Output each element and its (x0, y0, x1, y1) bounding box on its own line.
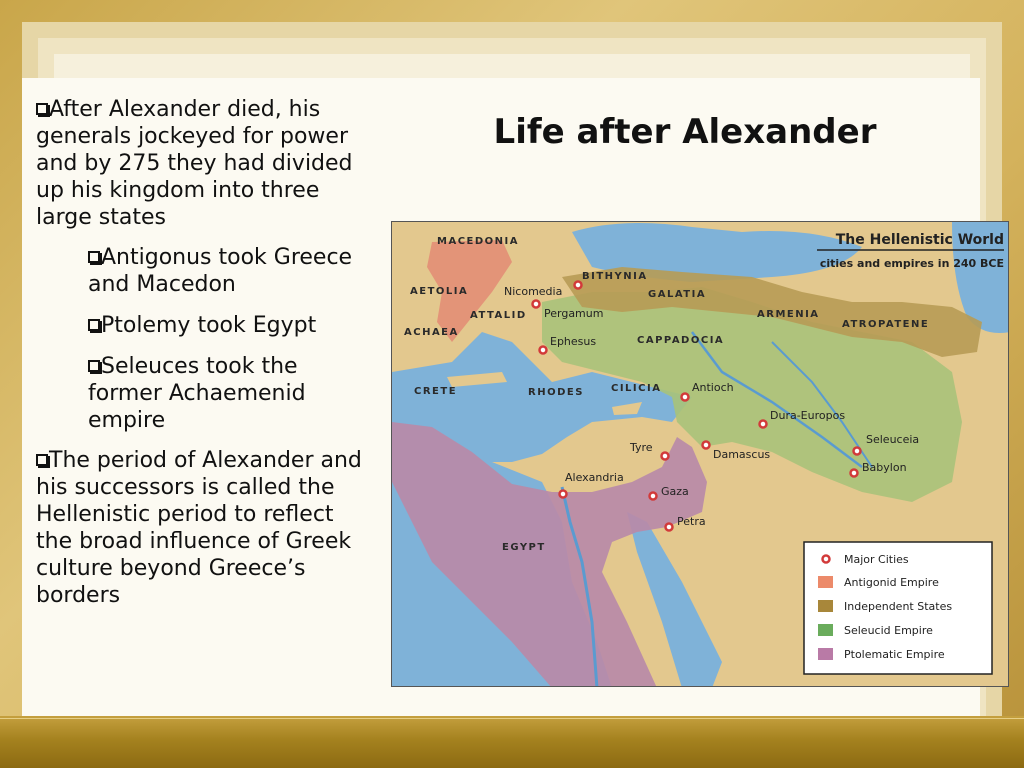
city-label: Seleuceia (866, 433, 920, 446)
bullet-2: Antigonus took Greece and Macedon (88, 245, 353, 297)
map-legend (804, 542, 992, 674)
city-label: Ephesus (550, 335, 597, 348)
bullet-3: Ptolemy took Egypt (88, 312, 376, 339)
region-label: CRETE (414, 386, 458, 397)
city-label: Pergamum (544, 307, 604, 320)
region-label: RHODES (528, 387, 584, 398)
legend-swatch (818, 624, 833, 636)
bullet-1: After Alexander died, his generals jockeyed for power and by 275 they had divided up his kingdom into three large states (36, 97, 353, 230)
legend-label: Seleucid Empire (844, 624, 933, 637)
checkbox-bullet-icon (36, 103, 48, 115)
region-label: MACEDONIA (437, 236, 519, 247)
city-label: Tyre (630, 441, 653, 454)
legend-label: Independent States (844, 600, 953, 613)
region-label: AETOLIA (410, 286, 469, 297)
bullet-4: Seleuces took the former Achaemenid empire (88, 354, 306, 433)
city-marker (851, 470, 858, 477)
region-label: ATROPATENE (842, 319, 930, 330)
city-label: Antioch (692, 381, 734, 394)
hellenistic-map (391, 221, 1009, 687)
legend-swatch (818, 576, 833, 588)
page-title: Life after Alexander (493, 112, 877, 152)
region-label: EGYPT (502, 542, 546, 553)
bullet-list (36, 96, 376, 609)
legend-label: Antigonid Empire (844, 576, 939, 589)
checkbox-bullet-icon (88, 251, 100, 263)
city-marker (682, 394, 689, 401)
city-label: Petra (677, 515, 706, 528)
city-marker (666, 524, 673, 531)
legend-city-icon (823, 556, 830, 563)
city-marker (662, 453, 669, 460)
region-label: ATTALID (470, 310, 527, 321)
city-marker (703, 442, 710, 449)
city-label: Damascus (713, 448, 771, 461)
city-label: Babylon (862, 461, 907, 474)
region-label: CILICIA (611, 383, 662, 394)
legend-label: Major Cities (844, 553, 909, 566)
city-label: Dura-Europos (770, 409, 846, 422)
city-label: Alexandria (565, 471, 624, 484)
checkbox-bullet-icon (88, 360, 100, 372)
city-marker (540, 347, 547, 354)
legend-label: Ptolematic Empire (844, 648, 945, 661)
checkbox-bullet-icon (36, 454, 48, 466)
region-label: ARMENIA (757, 309, 820, 320)
region-label: CAPPADOCIA (637, 335, 725, 346)
city-marker (575, 282, 582, 289)
bottom-bar (0, 716, 1024, 768)
city-label: Gaza (661, 485, 689, 498)
bullet-5: The period of Alexander and his successors is called the Hellenistic period to reflect the broad influence of Greek culture beyond Greece’s borders (36, 448, 362, 608)
legend-swatch (818, 600, 833, 612)
city-marker (533, 301, 540, 308)
region-label: ACHAEA (404, 327, 459, 338)
region-label: GALATIA (648, 289, 707, 300)
city-label: Nicomedia (504, 285, 563, 298)
region-label: BITHYNIA (582, 271, 648, 282)
city-marker (560, 491, 567, 498)
city-marker (760, 421, 767, 428)
checkbox-bullet-icon (88, 319, 100, 331)
city-marker (854, 448, 861, 455)
map-title: The Hellenistic World (835, 232, 1004, 248)
map-subtitle: cities and empires in 240 BCE (819, 257, 1004, 270)
city-marker (650, 493, 657, 500)
legend-swatch (818, 648, 833, 660)
